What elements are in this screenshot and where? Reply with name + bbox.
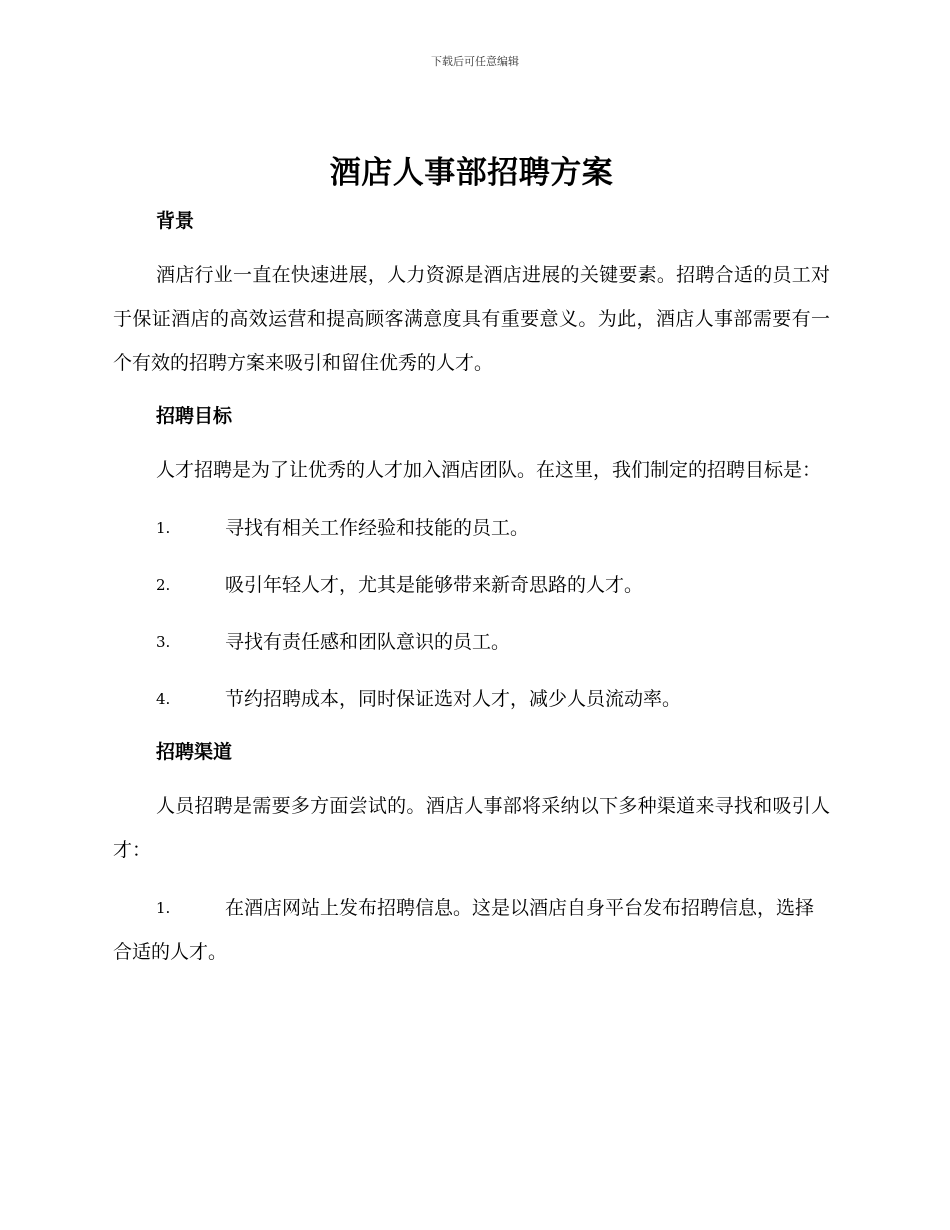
section-paragraph-goals: 人才招聘是为了让优秀的人才加入酒店团队。在这里，我们制定的招聘目标是： (156, 459, 822, 481)
list-item-text: 节约招聘成本，同时保证选对人才，减少人员流动率。 (225, 688, 682, 710)
list-item (113, 506, 830, 550)
document-body (113, 150, 830, 974)
list-item-text: 吸引年轻人才，尤其是能够带来新奇思路的人才。 (225, 574, 644, 596)
list-item (113, 886, 830, 974)
document-title: 酒店人事部招聘方案 (329, 155, 614, 191)
list-item-number: 2. (156, 576, 171, 594)
list-item-text: 寻找有责任感和团队意识的员工。 (225, 631, 511, 653)
list-item-number: 3. (156, 633, 171, 651)
list-item-number: 1. (156, 899, 171, 917)
list-item-number: 1. (156, 519, 171, 537)
header-note: 下载后可任意编辑 (431, 55, 519, 68)
list-item (113, 677, 830, 721)
section-heading-background: 背景 (156, 210, 195, 232)
list-item-text: 寻找有相关工作经验和技能的员工。 (225, 517, 530, 539)
section-paragraph-background: 酒店行业一直在快速进展，人力资源是酒店进展的关键要素。招聘合适的员工对于保证酒店的高效运营和提高顾客满意度具有重要意义。为此，酒店人事部需要有一个有效的招聘方案来吸引和留住优秀的人才。 (113, 264, 830, 374)
list-item (113, 620, 830, 664)
section-heading-channels: 招聘渠道 (156, 741, 233, 763)
list-item-number: 4. (156, 690, 171, 708)
list-item-text: 在酒店网站上发布招聘信息。这是以酒店自身平台发布招聘信息，选择合适的人才。 (113, 897, 815, 963)
list-item (113, 563, 830, 607)
section-heading-goals: 招聘目标 (156, 405, 233, 427)
section-paragraph-channels: 人员招聘是需要多方面尝试的。酒店人事部将采纳以下多种渠道来寻找和吸引人才： (113, 795, 830, 861)
